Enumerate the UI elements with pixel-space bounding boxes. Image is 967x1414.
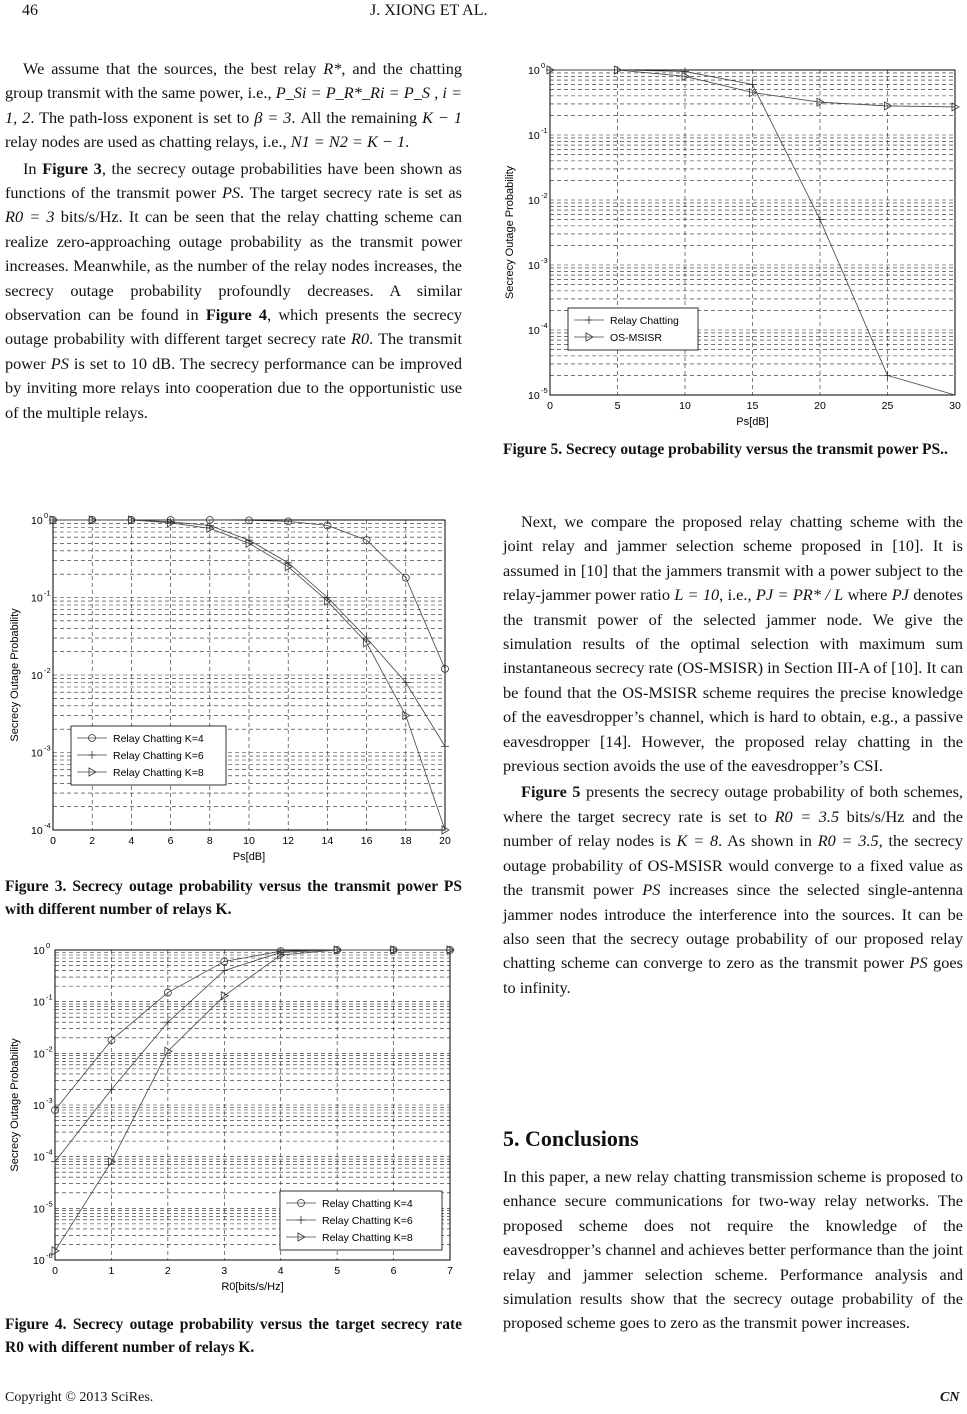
text: . The transmit power xyxy=(5,329,462,373)
x-tick-label: 6 xyxy=(390,1265,397,1277)
y-tick-exponent: -3 xyxy=(44,743,51,753)
page-number: 46 xyxy=(22,2,38,19)
legend-label: Relay Chatting xyxy=(610,315,679,327)
y-tick-label: 10 xyxy=(528,65,540,77)
y-tick-exponent: -2 xyxy=(541,191,548,200)
text: . The target secrecy rate is set as xyxy=(240,183,462,203)
figure-3-caption: Figure 3. Secrecy outage probability versus the transmit power PS with different number of relays K. xyxy=(5,878,462,918)
y-tick-exponent: 0 xyxy=(44,511,49,520)
conclusions-text xyxy=(503,1165,963,1336)
y-tick-exponent: -5 xyxy=(46,1199,53,1209)
math: R0 = 3.5 xyxy=(817,831,879,851)
y-tick-exponent: -2 xyxy=(44,666,51,675)
y-tick-exponent: 0 xyxy=(46,941,51,950)
y-tick-label: 10 xyxy=(528,130,540,142)
math: PS xyxy=(642,880,661,900)
text: . The path-loss exponent is set to xyxy=(30,107,255,127)
text: goes to infinity. xyxy=(503,953,963,997)
text: , the secrecy outage probabilities have been shown as functions of the transmit power xyxy=(5,158,462,203)
text: is set to 10 dB. The secrecy performance can be improved by inviting more relays into cooperation due to the opportunistic use of the multiple relays. xyxy=(5,353,462,422)
y-tick-label: 10 xyxy=(31,592,43,605)
math: R0 xyxy=(351,329,370,349)
x-tick-label: 25 xyxy=(881,400,894,412)
x-tick-label: 0 xyxy=(52,1265,58,1277)
paragraph-4 xyxy=(503,780,963,1000)
y-tick-label: 10 xyxy=(528,260,540,272)
y-axis-label: Secrecy Outage Probability xyxy=(9,1038,21,1172)
x-tick-label: 10 xyxy=(243,835,255,847)
x-tick-label: 10 xyxy=(679,400,691,412)
figure-5-chart xyxy=(500,55,965,435)
copyright: Copyright © 2013 SciRes. xyxy=(5,1390,154,1405)
text: , the secrecy outage probability of OS-MSISR would converge to a fixed value as the transmit power xyxy=(503,831,963,900)
math: K − 1 xyxy=(422,107,462,127)
text: bits/s/Hz and the number of relay nodes is xyxy=(503,806,964,851)
text: . All the remaining xyxy=(291,107,423,127)
x-tick-label: 14 xyxy=(321,835,334,847)
math: R0 = 3.5 xyxy=(774,806,840,826)
x-axis-label: Ps[dB] xyxy=(232,851,266,863)
figure-4-chart xyxy=(5,935,465,1300)
math: R* xyxy=(323,59,342,78)
figure-ref: Figure 5 xyxy=(521,782,581,802)
y-tick-label: 10 xyxy=(33,996,45,1009)
legend-label: Relay Chatting K=6 xyxy=(113,750,204,762)
legend-label: Relay Chatting K=8 xyxy=(322,1232,413,1244)
y-tick-label: 10 xyxy=(31,670,43,682)
math: PJ = PR* / L xyxy=(755,585,844,605)
text: presents the secrecy outage probability of both schemes, where the target secrecy rate is set to xyxy=(503,782,963,826)
x-tick-label: 1 xyxy=(108,1265,115,1277)
y-tick-exponent: -2 xyxy=(46,1044,53,1054)
x-tick-label: 30 xyxy=(949,400,961,412)
math: N1 = N2 = K − 1 xyxy=(290,132,406,152)
text: . As shown in xyxy=(718,831,818,851)
y-tick-exponent: -1 xyxy=(541,126,548,135)
legend-label: Relay Chatting K=4 xyxy=(113,733,204,745)
y-tick-label: 10 xyxy=(33,1048,45,1061)
y-tick-exponent: -3 xyxy=(46,1096,53,1105)
legend-label: Relay Chatting K=8 xyxy=(113,767,204,779)
y-tick-label: 10 xyxy=(33,1255,45,1267)
y-tick-label: 10 xyxy=(31,825,43,837)
text: relay nodes are used as chatting relays, i.e., xyxy=(5,132,291,152)
x-axis-label: Ps[dB] xyxy=(736,416,769,428)
math: PS xyxy=(50,353,69,373)
text: We assume that the sources, the best relay xyxy=(23,59,324,78)
y-tick-exponent: -4 xyxy=(541,321,548,330)
y-tick-label: 10 xyxy=(528,195,540,207)
text: Next, we compare the proposed relay chatting scheme with the joint relay and jammer selection scheme proposed in [10]. It is assumed in [10] that the jammers transmit with a power subject to the relay-jammer power ratio xyxy=(503,512,963,605)
paragraph-5: In this paper, a new relay chatting transmission scheme is proposed to enhance secure communications for two-way relay networks. The proposed scheme does not require the knowledge of the eavesdropper’s channel and achieves better performance than the joint relay and jammer selection scheme. Performance analysis and simulation results show that the secrecy outage probability of the proposed scheme goes to zero as the transmit power increases. xyxy=(503,1167,963,1333)
figure-5-caption: Figure 5. Secrecy outage probability versus the transmit power PS.. xyxy=(503,441,948,458)
legend xyxy=(280,1191,442,1250)
y-tick-label: 10 xyxy=(528,390,540,402)
math: L = 10 xyxy=(674,585,720,605)
text: , and the chatting group transmit with the same power, i.e., xyxy=(5,59,463,103)
text: , which presents the secrecy outage probability with different target secrecy rate xyxy=(5,305,462,349)
x-tick-label: 20 xyxy=(439,835,451,847)
y-tick-exponent: -3 xyxy=(541,256,548,265)
running-title: J. XIONG ET AL. xyxy=(370,2,488,19)
y-tick-exponent: -6 xyxy=(46,1251,53,1260)
paragraph-2 xyxy=(5,157,462,425)
math: P_Si = P_R*_Ri = P_S , i = 1, 2 xyxy=(5,83,462,127)
x-tick-label: 4 xyxy=(277,1265,284,1277)
figure-3-chart xyxy=(5,505,465,865)
x-tick-label: 12 xyxy=(282,835,295,847)
x-tick-label: 7 xyxy=(447,1265,453,1277)
x-tick-label: 0 xyxy=(50,835,56,847)
marker-triangle xyxy=(364,639,371,647)
x-tick-label: 6 xyxy=(167,835,174,847)
text: bits/s/Hz. It can be seen that the relay chatting scheme can realize zero-approaching outage probability as the transmit power increases. Meanwhile, as the number of the relay nodes increases, the secrecy outage probability profoundly decreases. A similar observation can be found in xyxy=(5,207,462,325)
x-tick-label: 20 xyxy=(814,400,826,412)
paragraph-3 xyxy=(503,510,963,778)
y-tick-exponent: -1 xyxy=(46,992,53,1002)
text: denotes the transmit power of the selected jammer node. We give the simulation results of the optimal selection with maximum sum instantaneous secrecy rate (OS-MSISR) in Section III-A of [10]. It can be found that the OS-MSISR scheme requires the precise knowledge of the eavesdropper’s channel, which is hard to obtain, e.g., a passive eavesdropper [14]. However, the proposed relay chatting in the previous section avoids the use of the eavesdropper’s CSI. xyxy=(503,585,963,776)
figure-ref: Figure 4 xyxy=(205,305,268,325)
x-tick-label: 16 xyxy=(360,835,373,847)
figure-4-caption: Figure 4. Secrecy outage probability versus the target secrecy rate R0 with different number of relays K. xyxy=(5,1316,462,1356)
x-tick-label: 18 xyxy=(399,835,412,847)
text: In xyxy=(23,158,43,178)
math: PJ xyxy=(891,585,909,605)
x-axis-label: R0[bits/s/Hz] xyxy=(221,1281,284,1293)
x-tick-label: 5 xyxy=(614,400,621,412)
y-tick-exponent: -4 xyxy=(46,1147,53,1157)
x-tick-label: 3 xyxy=(221,1265,228,1277)
math: β = 3 xyxy=(254,107,292,127)
y-tick-label: 10 xyxy=(528,325,540,337)
y-tick-label: 10 xyxy=(33,945,45,957)
y-tick-label: 10 xyxy=(33,1203,45,1216)
legend xyxy=(568,308,698,350)
x-tick-label: 0 xyxy=(547,400,553,412)
journal-abbrev: CN xyxy=(940,1390,960,1405)
y-axis-label: Secrecy Outage Probability xyxy=(504,165,516,300)
x-tick-label: 2 xyxy=(164,1265,171,1277)
y-tick-exponent: -4 xyxy=(44,821,51,830)
x-tick-label: 8 xyxy=(206,835,213,847)
left-text-top xyxy=(5,57,462,425)
legend-label: OS-MSISR xyxy=(610,332,662,344)
y-tick-label: 10 xyxy=(31,747,43,760)
y-tick-label: 10 xyxy=(33,1151,45,1164)
math: PS xyxy=(221,183,241,203)
x-tick-label: 15 xyxy=(746,400,759,412)
text: , i.e., xyxy=(719,585,756,605)
math: R0 = 3 xyxy=(5,207,55,227)
right-text xyxy=(503,510,963,1000)
y-axis-label: Secrecy Outage Probability xyxy=(9,608,21,742)
math: K = 8 xyxy=(676,831,719,851)
legend-label: Relay Chatting K=4 xyxy=(322,1198,413,1210)
y-tick-exponent: -1 xyxy=(44,588,51,598)
paragraph-1 xyxy=(5,57,462,155)
text: . xyxy=(405,132,410,152)
text: where xyxy=(843,585,892,605)
y-tick-label: 10 xyxy=(33,1100,45,1112)
legend xyxy=(71,726,226,785)
math: PS xyxy=(909,953,928,973)
x-tick-label: 2 xyxy=(89,835,96,847)
legend-label: Relay Chatting K=6 xyxy=(322,1215,413,1227)
y-tick-exponent: -5 xyxy=(541,386,548,395)
y-tick-label: 10 xyxy=(31,515,43,527)
section-title: 5. Conclusions xyxy=(503,1126,639,1151)
text: increases since the selected single-antenna jammer nodes introduce the interference into the sources. It can be also seen that the secrecy outage probability of our proposed relay chatting scheme can converge to zero as the transmit power xyxy=(503,880,963,973)
x-tick-label: 4 xyxy=(128,835,135,847)
y-tick-exponent: 0 xyxy=(541,61,546,70)
x-tick-label: 5 xyxy=(334,1265,341,1277)
figure-ref: Figure 3 xyxy=(42,158,102,178)
